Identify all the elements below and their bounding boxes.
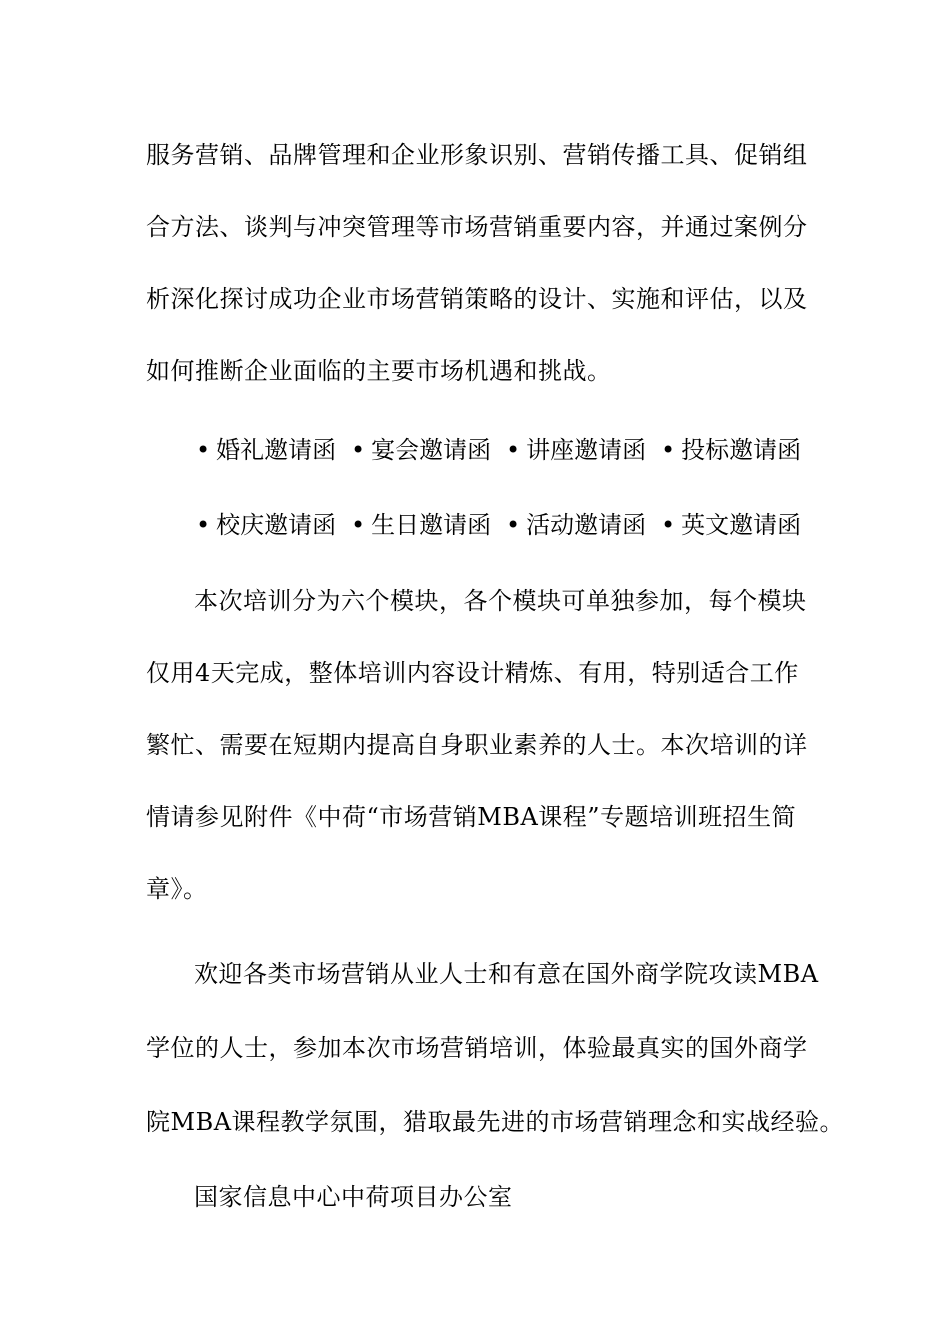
paragraph-line: 合方法、谈判与冲突管理等市场营销重要内容，并通过案例分: [146, 213, 808, 241]
bullet-icon: •: [661, 511, 676, 539]
paragraph-line: 章》。: [146, 875, 208, 903]
signature-organization: 国家信息中心中荷项目办公室: [194, 1183, 513, 1211]
paragraph-line: 院MBA课程教学氛围，猎取最先进的市场营销理念和实战经验。: [146, 1108, 845, 1136]
link-banquet-invitation[interactable]: [351, 433, 506, 467]
bullet-icon: •: [506, 511, 521, 539]
link-birthday-invitation[interactable]: [351, 508, 506, 542]
link-wedding-invitation[interactable]: [196, 433, 351, 467]
paragraph-line: 仅用4天完成，整体培训内容设计精炼、有用，特别适合工作: [146, 659, 799, 687]
bullet-icon: •: [196, 511, 211, 539]
bullet-icon: •: [506, 436, 521, 464]
paragraph-line: 本次培训分为六个模块，各个模块可单独参加，每个模块: [194, 587, 807, 615]
paragraph-line: 学位的人士，参加本次市场营销培训，体验最真实的国外商学: [146, 1034, 808, 1062]
link-english-invitation[interactable]: [661, 508, 816, 542]
link-label: 投标邀请函: [681, 436, 802, 464]
link-label: 生日邀请函: [371, 511, 492, 539]
link-lecture-invitation[interactable]: [506, 433, 661, 467]
link-event-invitation[interactable]: [506, 508, 661, 542]
paragraph-line: 如何推断企业面临的主要市场机遇和挑战。: [146, 357, 612, 385]
link-label: 宴会邀请函: [371, 436, 492, 464]
paragraph-line: 情请参见附件《中荷“市场营销MBA课程”专题培训班招生简: [146, 803, 797, 831]
link-label: 活动邀请函: [526, 511, 647, 539]
link-bidding-invitation[interactable]: [661, 433, 816, 467]
bullet-icon: •: [351, 436, 366, 464]
bullet-icon: •: [196, 436, 211, 464]
bullet-icon: •: [661, 436, 676, 464]
invitation-links-row-1: [196, 433, 826, 467]
link-anniversary-invitation[interactable]: [196, 508, 351, 542]
bullet-icon: •: [351, 511, 366, 539]
link-label: 英文邀请函: [681, 511, 802, 539]
link-label: 婚礼邀请函: [216, 436, 337, 464]
link-label: 校庆邀请函: [216, 511, 337, 539]
paragraph-line: 欢迎各类市场营销从业人士和有意在国外商学院攻读MBA: [194, 960, 819, 988]
invitation-links-row-2: [196, 508, 826, 542]
paragraph-line: 服务营销、品牌管理和企业形象识别、营销传播工具、促销组: [146, 141, 808, 169]
link-label: 讲座邀请函: [526, 436, 647, 464]
paragraph-line: 繁忙、需要在短期内提高自身职业素养的人士。本次培训的详: [146, 731, 808, 759]
paragraph-line: 析深化探讨成功企业市场营销策略的设计、实施和评估，以及: [146, 285, 808, 313]
